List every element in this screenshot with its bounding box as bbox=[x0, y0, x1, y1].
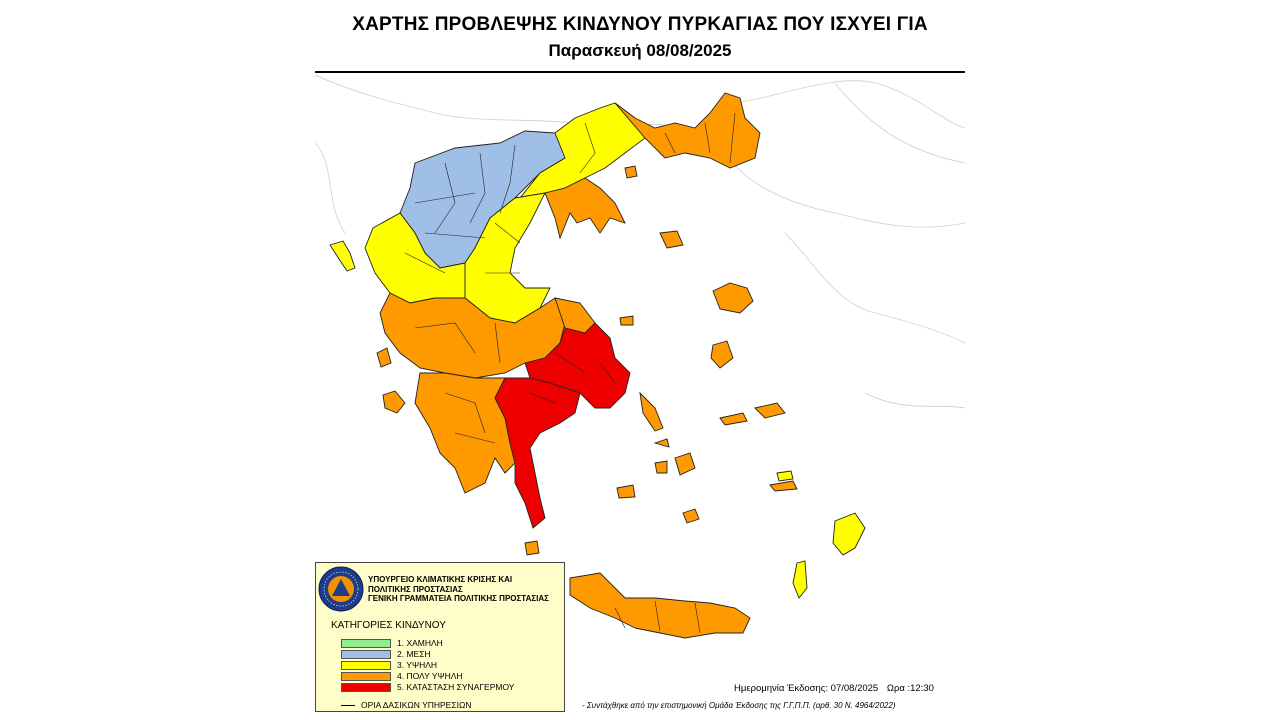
category-medium: 2. ΜΕΣΗ bbox=[341, 649, 431, 659]
category-alarm: 5. ΚΑΤΑΣΤΑΣΗ ΣΥΝΑΓΕΡΜΟΥ bbox=[341, 682, 514, 692]
swatch-alarm bbox=[341, 683, 391, 692]
island-limnos bbox=[660, 231, 683, 248]
category-high: 3. ΥΨΗΛΗ bbox=[341, 660, 437, 670]
island-ikaria bbox=[720, 413, 747, 425]
island-paros bbox=[655, 461, 667, 473]
island-chios bbox=[711, 341, 733, 368]
island-rhodes bbox=[833, 513, 865, 555]
island-naxos bbox=[675, 453, 695, 475]
footnote: - Συντάχθηκε από την επιστημονική Ομάδα Έκδοσης της Γ.Γ.Π.Π. (αρθ. 30 Ν. 4964/2022) bbox=[582, 701, 896, 710]
issue-info bbox=[734, 683, 934, 694]
civil-protection-logo bbox=[318, 566, 364, 612]
island-karpathos bbox=[793, 561, 807, 598]
legend-box bbox=[315, 562, 565, 712]
issue-date: Ημερομηνία Έκδοσης: 07/08/2025 bbox=[734, 683, 879, 694]
categories-title: ΚΑΤΗΓΟΡΙΕΣ ΚΙΝΔΥΝΟΥ bbox=[331, 620, 446, 631]
island-milos bbox=[617, 485, 635, 498]
island-kalymnos bbox=[777, 471, 793, 481]
issue-time: Ωρα :12:30 bbox=[886, 683, 934, 694]
boundary-line-symbol bbox=[341, 705, 355, 706]
category-low: 1. ΧΑΜΗΛΗ bbox=[341, 638, 443, 648]
island-thasos bbox=[625, 166, 637, 178]
island-mykonos bbox=[655, 439, 669, 447]
swatch-very-high bbox=[341, 672, 391, 681]
swatch-low bbox=[341, 639, 391, 648]
island-santorini bbox=[683, 509, 699, 523]
island-samos bbox=[755, 403, 785, 418]
swatch-high bbox=[341, 661, 391, 670]
island-kos bbox=[770, 481, 797, 491]
ministry-name: ΥΠΟΥΡΓΕΙΟ ΚΛΙΜΑΤΙΚΗΣ ΚΡΙΣΗΣ ΚΑΙ ΠΟΛΙΤΙΚΗΣ ΠΡΟΣΤΑΣΙΑΣ ΓΕΝΙΚΗ ΓΡΑΜΜΑΤΕΙΑ ΠΟΛΙΤΙΚΗΣ ΠΡΟΣΤΑΣΙΑΣ bbox=[368, 575, 549, 603]
forecast-date: Παρασκευή 08/08/2025 bbox=[548, 41, 732, 60]
island-kythira bbox=[525, 541, 539, 555]
category-very-high: 4. ΠΟΛΥ ΥΨΗΛΗ bbox=[341, 671, 463, 681]
island-skiathos bbox=[620, 316, 633, 325]
island-andros bbox=[640, 393, 663, 431]
boundary-legend: ΟΡΙΑ ΔΑΣΙΚΩΝ ΥΠΗΡΕΣΙΩΝ bbox=[341, 700, 471, 710]
island-corfu bbox=[330, 241, 355, 271]
map-title: ΧΑΡΤΗΣ ΠΡΟΒΛΕΨΗΣ ΚΙΝΔΥΝΟΥ ΠΥΡΚΑΓΙΑΣ ΠΟΥ ΙΣΧΥΕΙ ΓΙΑ bbox=[352, 14, 928, 35]
island-lesvos bbox=[713, 283, 753, 313]
island-crete bbox=[570, 573, 750, 638]
island-lefkada bbox=[377, 348, 391, 367]
swatch-medium bbox=[341, 650, 391, 659]
island-kefalonia bbox=[383, 391, 405, 413]
